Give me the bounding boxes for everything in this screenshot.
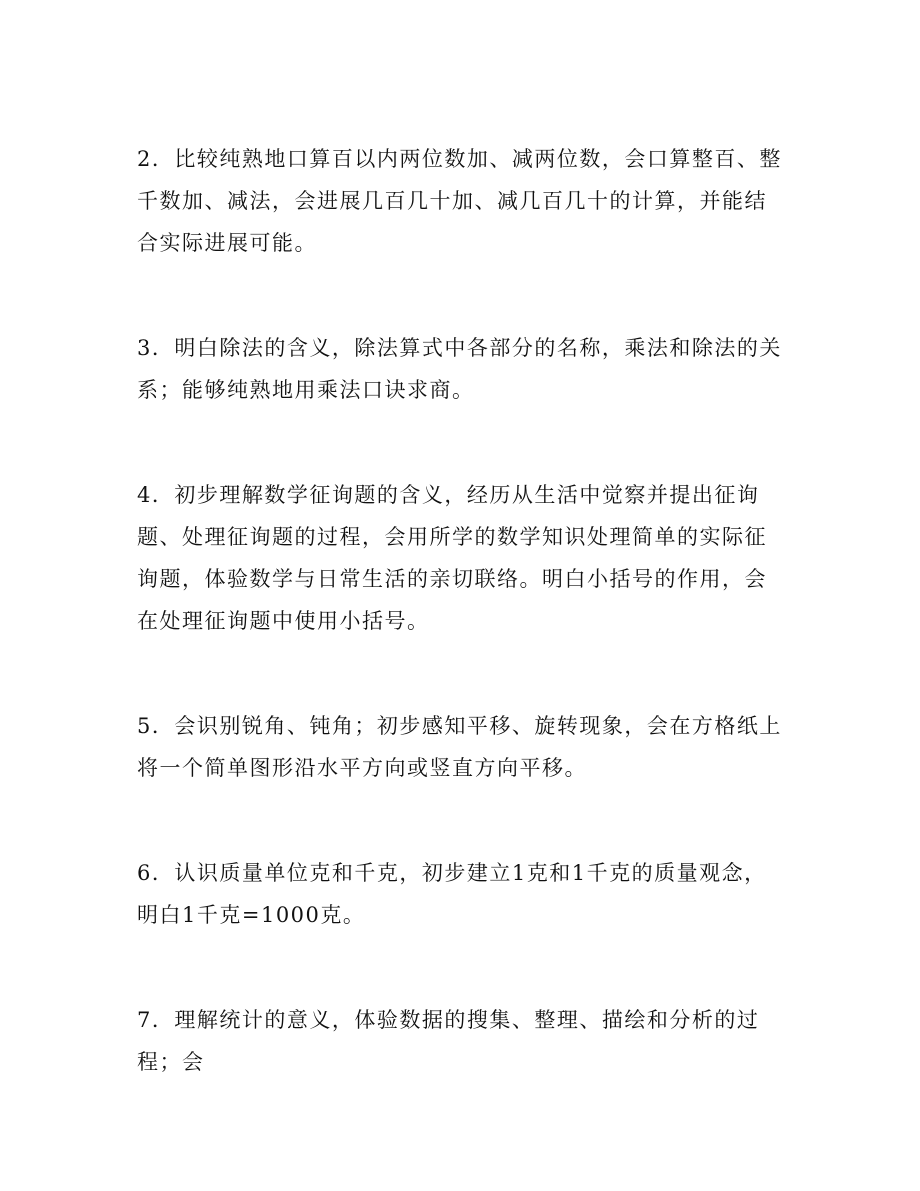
- paragraph-item-3: 3．明白除法的含义，除法算式中各部分的名称，乘法和除法的关系；能够纯熟地用乘法口诀求商。: [137, 336, 782, 402]
- document-body: [137, 138, 787, 1083]
- paragraph-item-4: 4．初步理解数学征询题的含义，经历从生活中觉察并提出征询题、处理征询题的过程，会用所学的数学知识处理简单的实际征询题，体验数学与日常生活的亲切联络。明白小括号的作用，会在处理征询题中使用小括号。: [137, 483, 767, 633]
- paragraph-item-2: 2．比较纯熟地口算百以内两位数加、减两位数，会口算整百、整千数加、减法，会进展几百几十加、减几百几十的计算，并能结合实际进展可能。: [137, 147, 782, 255]
- paragraph-item-7: 7．理解统计的意义，体验数据的搜集、整理、描绘和分析的过程；会: [137, 1008, 760, 1074]
- paragraph-item-5: 5．会识别锐角、钝角；初步感知平移、旋转现象，会在方格纸上将一个简单图形沿水平方向或竖直方向平移。: [137, 714, 782, 780]
- paragraph-item-6: 6．认识质量单位克和千克，初步建立1克和1千克的质量观念，明白1千克=1000克。: [137, 861, 767, 927]
